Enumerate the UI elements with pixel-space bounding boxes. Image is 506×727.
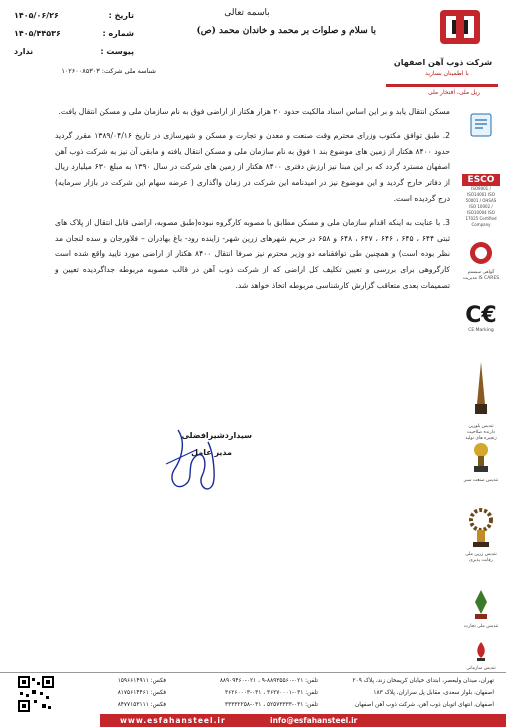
laurel-award-icon <box>469 588 493 620</box>
cert-cares <box>462 240 500 282</box>
laurel-caption: تندیس ملی تجارت <box>463 624 499 629</box>
phone-isfahan-plant: تلفن: ۰۳۱-۵۲۵۷۳۳۳۳ ، ۰۳۱-۳۳۳۳۲۲۵۸ <box>225 702 318 708</box>
iso-certificate-icon <box>469 112 493 138</box>
meta-attachment <box>14 47 134 59</box>
website-link[interactable]: www.esfahansteel.ir <box>120 716 226 725</box>
number-label: شماره : <box>102 29 134 38</box>
iso-cards-badge-icon <box>468 240 494 266</box>
flame-award-icon <box>472 640 490 662</box>
signature-icon <box>156 424 224 502</box>
ce-caption: CE Marking <box>468 328 494 333</box>
cert-iso <box>462 112 500 142</box>
paragraph-2: 2. طبق توافق مکتوب وزرای محترم وقت صنعت و معدن و تجارت و مسکن و شهرسازی در تاریخ ۱۳۸۹/۰۴/۱۶ مقرر گردید حدود ۸۴۰۰ هکتار از زمین های موضوع بند ۱ فوق به نام سازمان ملی و مسکن انتقال یافته و مابقی آن نیز به شرکت ذوب آهن اصفهان مسترد گردد که بر این مبنا نیز ارزش دفتری ۸۴۰۰ هکتار از زمین های شرکت در سال ۱۳۹۰ به مبلغ ۶۳۰ میلیارد ریال از دفاتر خارج گردید و این موضوع نیز در امیدنامه این شرکت در زمان واگذاری ( عرضه سهام این شرکت در بازار سرمایه) درج گردیده است. <box>55 130 451 203</box>
phone-isfahan-office: تلفن: ۰۳۱-۳۶۲۷۰۰۰۱ ، ۰۳۱-۳۶۲۶۰۰۰۳ <box>225 690 318 696</box>
fax-tehran: فکس: ۱۵۹۶۶۱۴۹۱۱ <box>117 678 166 684</box>
salawat-line: با سلام و صلوات بر محمد و خاندان محمد (ص) <box>196 26 376 36</box>
paragraph-1: مسکن انتقال یابد و بر این اساس اسناد مالکیت حدود ۲۰ هزار هکتار از اراضی فوق به نام سازمان ملی و مسکن انتقال یافت. <box>58 107 450 116</box>
fax-isfahan-office: فکس: ۸۱۷۵۶۱۴۴۶۱ <box>117 690 166 696</box>
cert-gear <box>462 508 500 564</box>
gear-caption: تندیس زرین ملی رقابت پذیری <box>465 552 497 563</box>
ce-mark-icon: C€ <box>465 303 497 328</box>
attach-label: پیوست : <box>100 47 134 56</box>
company-subtitle: با اطمینان بسازید <box>425 70 469 77</box>
basmala: باسمه تعالی <box>224 8 270 18</box>
phone-tehran: تلفن: ۰۲۱-۸۸۹۳۵۵۶۰-۹ ، ۰۲۱-۸۸۹۰۹۴۶۰ <box>219 678 318 684</box>
qr-code-icon <box>18 676 54 712</box>
trophy-caption: تندیس صنعت سبز <box>463 478 499 483</box>
signer-name: سیداردشیرافضلی <box>181 431 252 440</box>
fax-isfahan-plant: فکس: ۸۴۷۷۱۵۳۱۱۱ <box>117 702 166 708</box>
address-tehran: تهران، میدان ولیعصر، ابتدای خیابان کریمخان زند، پلاک ۲۰۹ <box>352 678 494 684</box>
attach-value: ندارد <box>14 47 34 56</box>
company-name: شرکت ذوب آهن اصفهان <box>393 58 493 67</box>
cert-statue <box>462 360 500 442</box>
cert-flame <box>462 640 500 672</box>
esco-certification-icon: ESCO <box>462 174 500 186</box>
cert-trophy <box>462 440 500 484</box>
email-link[interactable]: info@esfahansteel.ir <box>270 716 358 725</box>
flame-caption: تندیس سازمانی <box>466 666 496 671</box>
cert-esco <box>462 174 500 228</box>
paragraph-3: 3. با عنایت به اینکه اقدام سازمان ملی و مسکن مطابق با مصوبه کارگروه نبوده(طبق مصوبه، اراضی قابل انتقال از پلاک های ثبتی ۶۴۴ ، ۶۴۵ ، ۶۴۶ ، ۶۴۷ ، ۶۴۸ و ۶۵۸ در حریم شهرهای زرین شهر- زاینده رود- باغ بهادران – فلاورجان و سده لنجان مد نظر بوده است) و همچنین طی توافقنامه دو وزیر محترم نیز صرفا انتقال ۸۴۰۰ هکتار از اراضی مورد تایید واقع شده است کارگروهی برای بررسی و تعیین تکلیف کل اراضی که از شرکت ذوب آهن در قالب مصوبه مربوطه جداگردیده تعیین و تصمیمات بعدی متعاقب گزارش کارشناسی مربوطه اتخاذ خواهد شد. <box>55 217 450 290</box>
national-id: شناسه ملی شرکت: ۱۰۲۶۰۰۸۵۳۰۳ <box>61 67 156 75</box>
esco-caption: ISO9001 / ISO14001 ISO 50001 / OHSAS ISO 10002 / ISO10004 ISO 17025 Certified Company <box>465 186 497 227</box>
date-value: ۱۴۰۵/۰۶/۲۶ <box>14 11 59 20</box>
header-divider <box>386 84 498 87</box>
letter-body <box>55 104 450 294</box>
signer-title: مدیر عامل <box>191 448 232 457</box>
cert-ce <box>462 304 500 334</box>
company-slogan: ریل ملی، افتخار ملی <box>427 89 481 96</box>
address-isfahan-office: اصفهان، بلوار سعدی، مقابل پل سراران، پلاک ۱۸۳ <box>373 690 494 696</box>
meta-number <box>14 29 134 41</box>
number-value: ۱۴۰۵/۴۴۵۳۶ <box>14 29 61 38</box>
trophy-icon <box>470 440 492 474</box>
meta-date <box>14 11 134 23</box>
footer-divider <box>0 672 506 673</box>
date-label: تاریخ : <box>108 11 134 20</box>
cares-caption: گواهی سیستم مدیریت IS CARES <box>462 270 500 281</box>
award-statue-icon <box>471 360 491 420</box>
cert-laurel <box>462 588 500 630</box>
address-isfahan-plant: اصفهان، انتهای اتوبان ذوب آهن، شرکت ذوب آهن اصفهان <box>355 702 494 708</box>
statue-caption: تندیس بلورین دارنده صلاحیت زنجیره های تولید <box>465 424 497 441</box>
gear-award-icon <box>468 508 494 548</box>
